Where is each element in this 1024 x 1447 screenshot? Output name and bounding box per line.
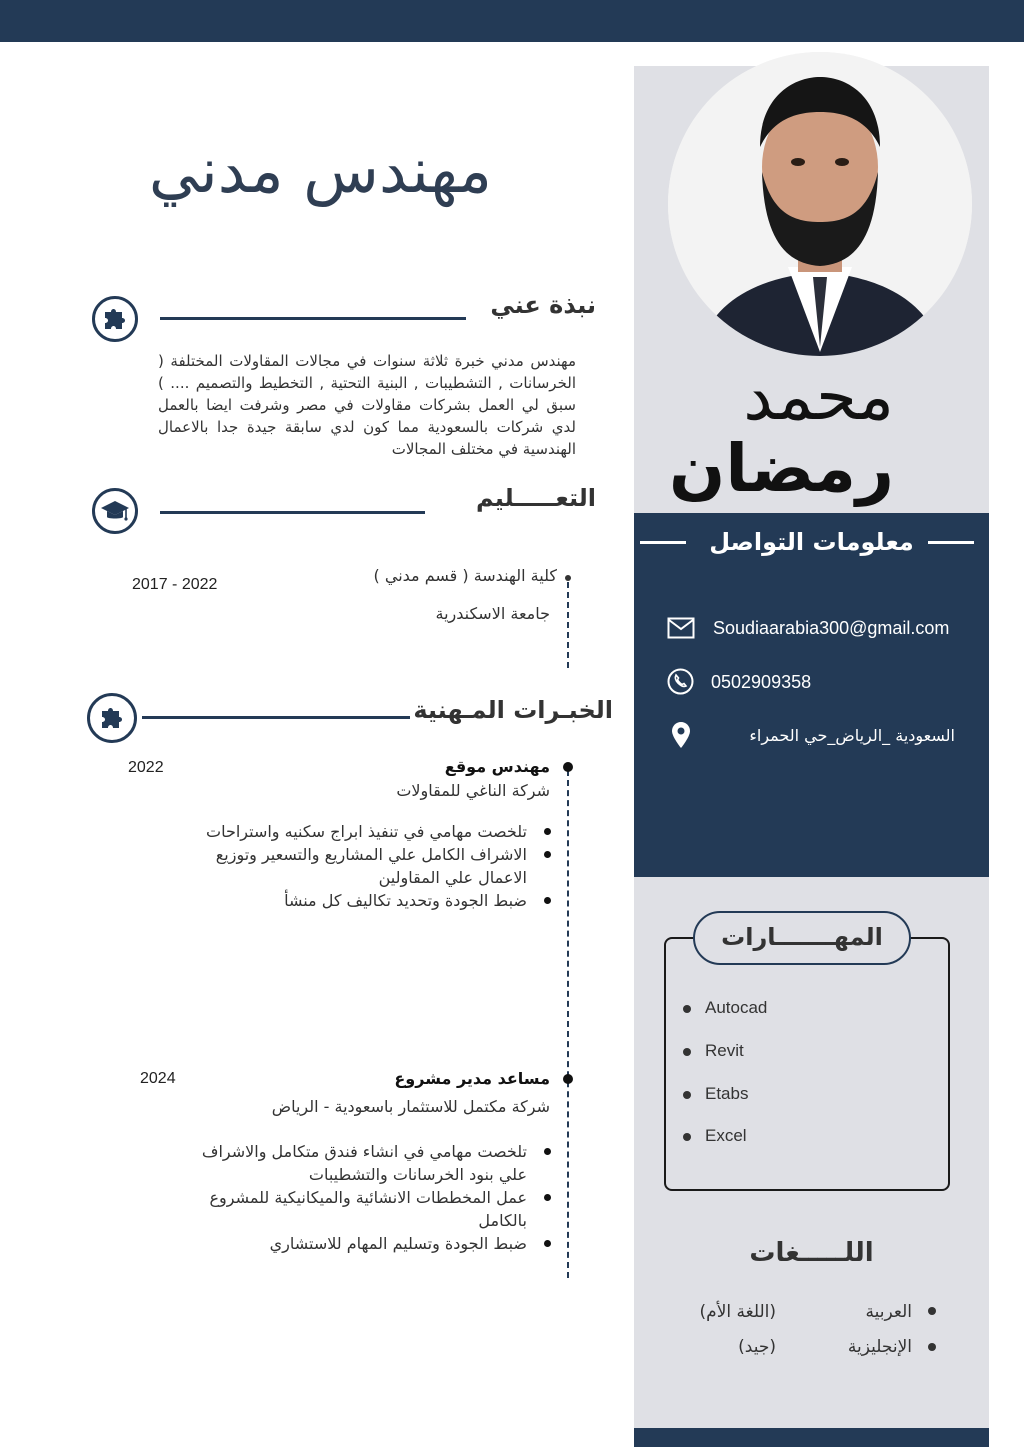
task-item: الاشراف الكامل علي المشاريع والتسعير وتوزيع الاعمال علي المقاولين — [177, 843, 527, 889]
education-section-icon — [92, 488, 138, 534]
skill-label: Revit — [705, 1041, 744, 1060]
education-degree: كلية الهندسة ( قسم مدني ) — [373, 566, 557, 585]
education-section-line — [160, 511, 425, 514]
job-1-year: 2022 — [128, 759, 164, 776]
job-2-year: 2024 — [140, 1070, 176, 1087]
sidebar-footer-bar — [634, 1428, 989, 1447]
about-section-icon — [92, 296, 138, 342]
contact-heading: معلومات التواصل — [709, 528, 914, 556]
language-level: (جيد) — [738, 1337, 776, 1357]
bullet — [928, 1343, 936, 1351]
first-name: محمد — [743, 358, 894, 435]
skill-item — [683, 1084, 748, 1104]
language-level: (اللغة الأم) — [699, 1302, 776, 1322]
language-name: الإنجليزية — [847, 1337, 912, 1357]
bullet — [683, 1005, 691, 1013]
experience-heading: الخبـرات المـهنية — [413, 696, 613, 724]
bullet — [683, 1048, 691, 1056]
bullet — [683, 1133, 691, 1141]
timeline-dot — [563, 1074, 573, 1084]
job-1-company: شركة الناغي للمقاولات — [396, 781, 550, 800]
mail-icon — [667, 617, 695, 643]
top-banner — [0, 0, 1024, 42]
puzzle-icon — [102, 306, 128, 332]
phone-icon — [667, 668, 694, 699]
task-item: تلخصت مهامي في تنفيذ ابراج سكنيه واستراحات — [177, 820, 527, 843]
task-item: ضبط الجودة وتسليم المهام للاستشاري — [177, 1232, 527, 1255]
language-name: العربية — [865, 1302, 912, 1322]
skills-box — [664, 937, 950, 1191]
contact-email[interactable]: Soudiaarabia300@gmail.com — [713, 618, 950, 638]
about-section-line — [160, 317, 466, 320]
experience-section-line — [142, 716, 410, 719]
timeline-dot — [563, 762, 573, 772]
skill-label: Etabs — [705, 1084, 749, 1103]
skill-item — [683, 1041, 744, 1061]
task-item: عمل المخططات الانشائية والميكانيكية للمشروع بالكامل — [177, 1186, 527, 1232]
job-1-tasks — [177, 820, 527, 912]
skills-heading: المهـــــــارات — [693, 911, 911, 965]
location-pin-icon — [672, 722, 690, 752]
bullet — [683, 1091, 691, 1099]
skill-item — [683, 1126, 747, 1146]
skill-label: Autocad — [705, 998, 768, 1017]
timeline-dot — [565, 575, 571, 581]
education-timeline — [567, 582, 569, 668]
education-heading: التعـــــليم — [475, 484, 596, 512]
job-title: مهندس مدني — [148, 134, 492, 207]
contact-phone[interactable]: 0502909358 — [711, 672, 812, 692]
profile-photo — [668, 52, 972, 356]
person-portrait-icon — [668, 52, 972, 356]
about-text: مهندس مدني خبرة ثلاثة سنوات في مجالات المقاولات المختلفة ( الخرسانات , التشطيبات , البنية التحتية , التخطيط والتصميم .... ) سبق لي العمل بشركات مقاولات في مصر وشرفت ايضا بالعمل لدي شركات بالسعودية مما كون لدي سابقة جيدة جدا بالاعمال الهندسية في مختلف المجالات — [158, 352, 576, 458]
education-years: 2017 - 2022 — [132, 576, 218, 593]
languages-heading: اللـــــغات — [749, 1238, 874, 1268]
skill-item — [683, 998, 767, 1018]
job-2-title: مساعد مدير مشروع — [394, 1069, 550, 1088]
task-item: ضبط الجودة وتحديد تكاليف كل منشأ — [177, 889, 527, 912]
skill-label: Excel — [705, 1126, 747, 1145]
contact-address: السعودية _الرياض_حي الحمراء — [749, 726, 955, 745]
task-item: تلخصت مهامي في انشاء فندق متكامل والاشراف علي بنود الخرسانات والتشطيبات — [177, 1140, 527, 1186]
about-heading: نبذة عني — [490, 291, 596, 319]
job-2-tasks — [177, 1140, 527, 1255]
graduation-cap-icon — [100, 498, 130, 524]
job-2-company: شركة مكتمل للاستثمار باسعودية - الرياض — [271, 1097, 550, 1116]
job-1-title: مهندس موقع — [444, 757, 550, 776]
experience-section-icon — [87, 693, 137, 743]
bullet — [928, 1307, 936, 1315]
experience-timeline — [567, 770, 569, 1278]
puzzle-icon — [99, 705, 125, 731]
last-name: رمضان — [668, 430, 894, 507]
education-university: جامعة الاسكندرية — [435, 604, 550, 623]
